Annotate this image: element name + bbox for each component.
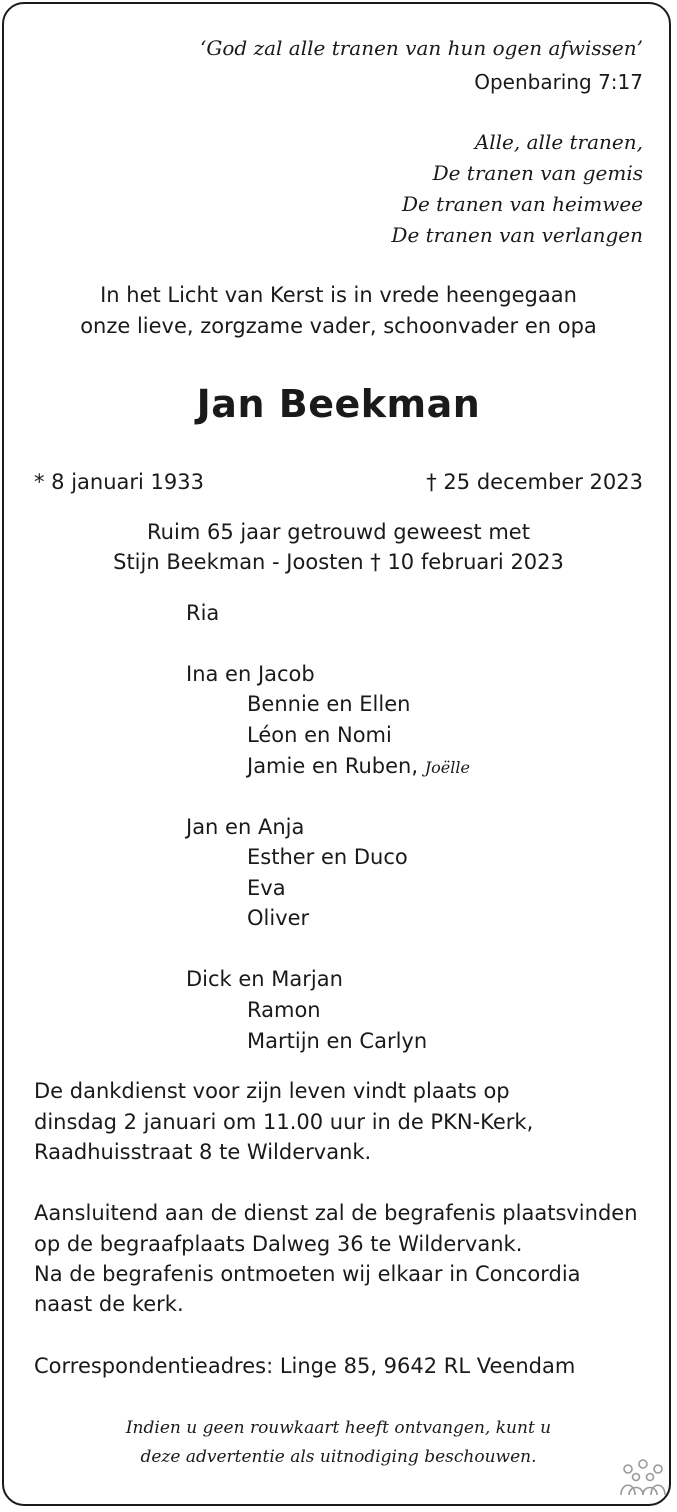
family-ramon: Ramon (247, 998, 321, 1022)
family-jan-anja: Jan en Anja (186, 815, 305, 839)
bible-reference: Openbaring 7:17 (474, 70, 643, 94)
birth-date: * 8 januari 1933 (34, 470, 204, 494)
deceased-name: Jan Beekman (196, 382, 481, 426)
burial-line-2: op de begraafplaats Dalweg 36 te Wildervank. (34, 1232, 523, 1256)
correspondence-address: Correspondentieadres: Linge 85, 9642 RL Veendam (34, 1354, 576, 1378)
bible-quote: ‘God zal alle tranen van hun ogen afwissen’ (200, 36, 643, 60)
service-line-2: dinsdag 2 januari om 11.00 uur in de PKN-Kerk, (34, 1110, 534, 1134)
family-dick-marjan: Dick en Marjan (186, 967, 343, 991)
footer-line-1: Indien u geen rouwkaart heeft ontvangen, kunt u (125, 1418, 552, 1438)
family-bennie-ellen: Bennie en Ellen (247, 692, 411, 716)
family-oliver: Oliver (247, 906, 310, 930)
marriage-line-1: Ruim 65 jaar getrouwd geweest met (147, 520, 530, 544)
family-esther-duco: Esther en Duco (247, 845, 408, 869)
intro-line-2: onze lieve, zorgzame vader, schoonvader en opa (80, 314, 597, 338)
marriage-line-2: Stijn Beekman - Joosten † 10 februari 2023 (113, 550, 564, 574)
burial-line-3: Na de begrafenis ontmoeten wij elkaar in Concordia (34, 1262, 581, 1286)
joelle-text: Joëlle (424, 758, 470, 777)
burial-line-1: Aansluitend aan de dienst zal de begrafenis plaatsvinden (34, 1201, 638, 1225)
intro-line-1: In het Licht van Kerst is in vrede heengegaan (100, 283, 577, 307)
poem-line-4: De tranen van verlangen (391, 223, 643, 247)
family-leon-nomi: Léon en Nomi (247, 723, 392, 747)
poem-line-2: De tranen van gemis (432, 161, 643, 185)
family-ina-jacob: Ina en Jacob (186, 662, 315, 686)
family-martijn-carlyn: Martijn en Carlyn (247, 1029, 428, 1053)
family-eva: Eva (247, 876, 286, 900)
footer-line-2: deze advertentie als uitnodiging beschouwen. (140, 1447, 537, 1467)
burial-line-4: naast de kerk. (34, 1292, 184, 1316)
service-line-1: De dankdienst voor zijn leven vindt plaats op (34, 1079, 510, 1103)
family-jamie-ruben (247, 754, 470, 778)
poem-line-1: Alle, alle tranen, (474, 130, 643, 154)
jamie-ruben-text: Jamie en Ruben, (247, 754, 419, 778)
family-ria: Ria (186, 601, 220, 625)
people-group-icon (618, 1458, 668, 1498)
service-line-3: Raadhuisstraat 8 te Wildervank. (34, 1140, 372, 1164)
death-date: † 25 december 2023 (426, 470, 643, 494)
poem-line-3: De tranen van heimwee (401, 192, 643, 216)
